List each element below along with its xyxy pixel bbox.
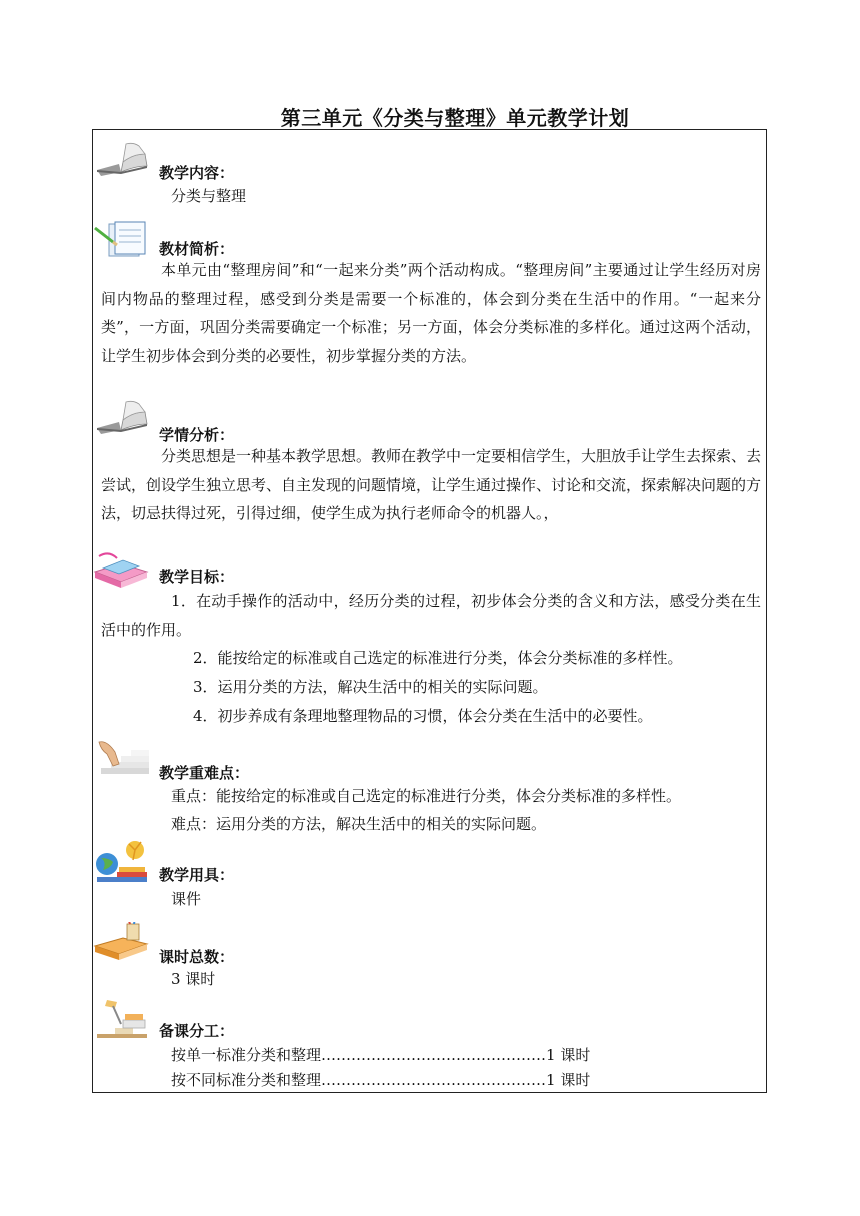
section-text: 课件 [171, 890, 202, 908]
section-heading: 教材简析： [159, 240, 235, 258]
section-heading: 教学目标： [159, 568, 235, 586]
page-title: 第三单元《分类与整理》单元教学计划 [280, 106, 630, 130]
section-heading: 教学重难点： [159, 764, 250, 782]
section-heading: 教学用具： [159, 866, 235, 884]
section-text: 分类思想是一种基本教学思想。教师在教学中一定要相信学生，大胆放手让学生去探索、去尝试，创设学生独立思考、自主发现的问题情境，让学生通过操作、讨论和交流，探索解决问题的方法，切忌扶得过死，引得过细，使学生成为执行老师命令的机器人。， [101, 447, 762, 522]
plan-table [92, 129, 767, 1093]
hand-stairs-icon [93, 738, 149, 780]
section-heading: 教学内容： [159, 164, 235, 182]
section-text: 分类与整理 [171, 187, 247, 205]
section-heading: 备课分工： [159, 1022, 235, 1040]
goal-item-3: 3．运用分类的方法，解决生活中的相关的实际问题。 [193, 678, 548, 696]
division-item-1: 按单一标准分类和整理………………………………………1 课时 [171, 1046, 591, 1064]
difficult-point: 难点：运用分类的方法，解决生活中的相关的实际问题。 [171, 815, 547, 833]
goal-item-4: 4．初步养成有条理地整理物品的习惯，体会分类在生活中的必要性。 [193, 707, 653, 725]
pink-books-icon [93, 550, 149, 592]
section-text: 3 课时 [171, 970, 216, 988]
section-heading: 学情分析： [159, 426, 235, 444]
section-heading: 课时总数： [159, 948, 235, 966]
books-pencils-icon [93, 922, 149, 964]
goal-item-1: 1．在动手操作的活动中，经历分类的过程，初步体会分类的含义和方法，感受分类在生活中的作用。 [101, 592, 761, 639]
globe-books-icon [93, 838, 149, 886]
open-book-icon [93, 398, 149, 440]
goal-item-2: 2．能按给定的标准或自己选定的标准进行分类，体会分类标准的多样性。 [193, 649, 683, 667]
section-text: 本单元由“整理房间”和“一起来分类”两个活动构成。“整理房间”主要通过让学生经历对房间内物品的整理过程，感受到分类是需要一个标准的，体会到分类在生活中的作用。“一起来分类”，一方面，巩固分类需要确定一个标准；另一方面，体会分类标准的多样化。通过这两个活动，让学生初步体会到分类的必要性，初步掌握分类的方法。 [101, 261, 761, 365]
division-item-2: 按不同标准分类和整理………………………………………1 课时 [171, 1071, 591, 1089]
key-point: 重点：能按给定的标准或自己选定的标准进行分类，体会分类标准的多样性。 [171, 787, 682, 805]
open-book-icon [93, 140, 149, 182]
desk-lamp-icon [93, 998, 149, 1040]
